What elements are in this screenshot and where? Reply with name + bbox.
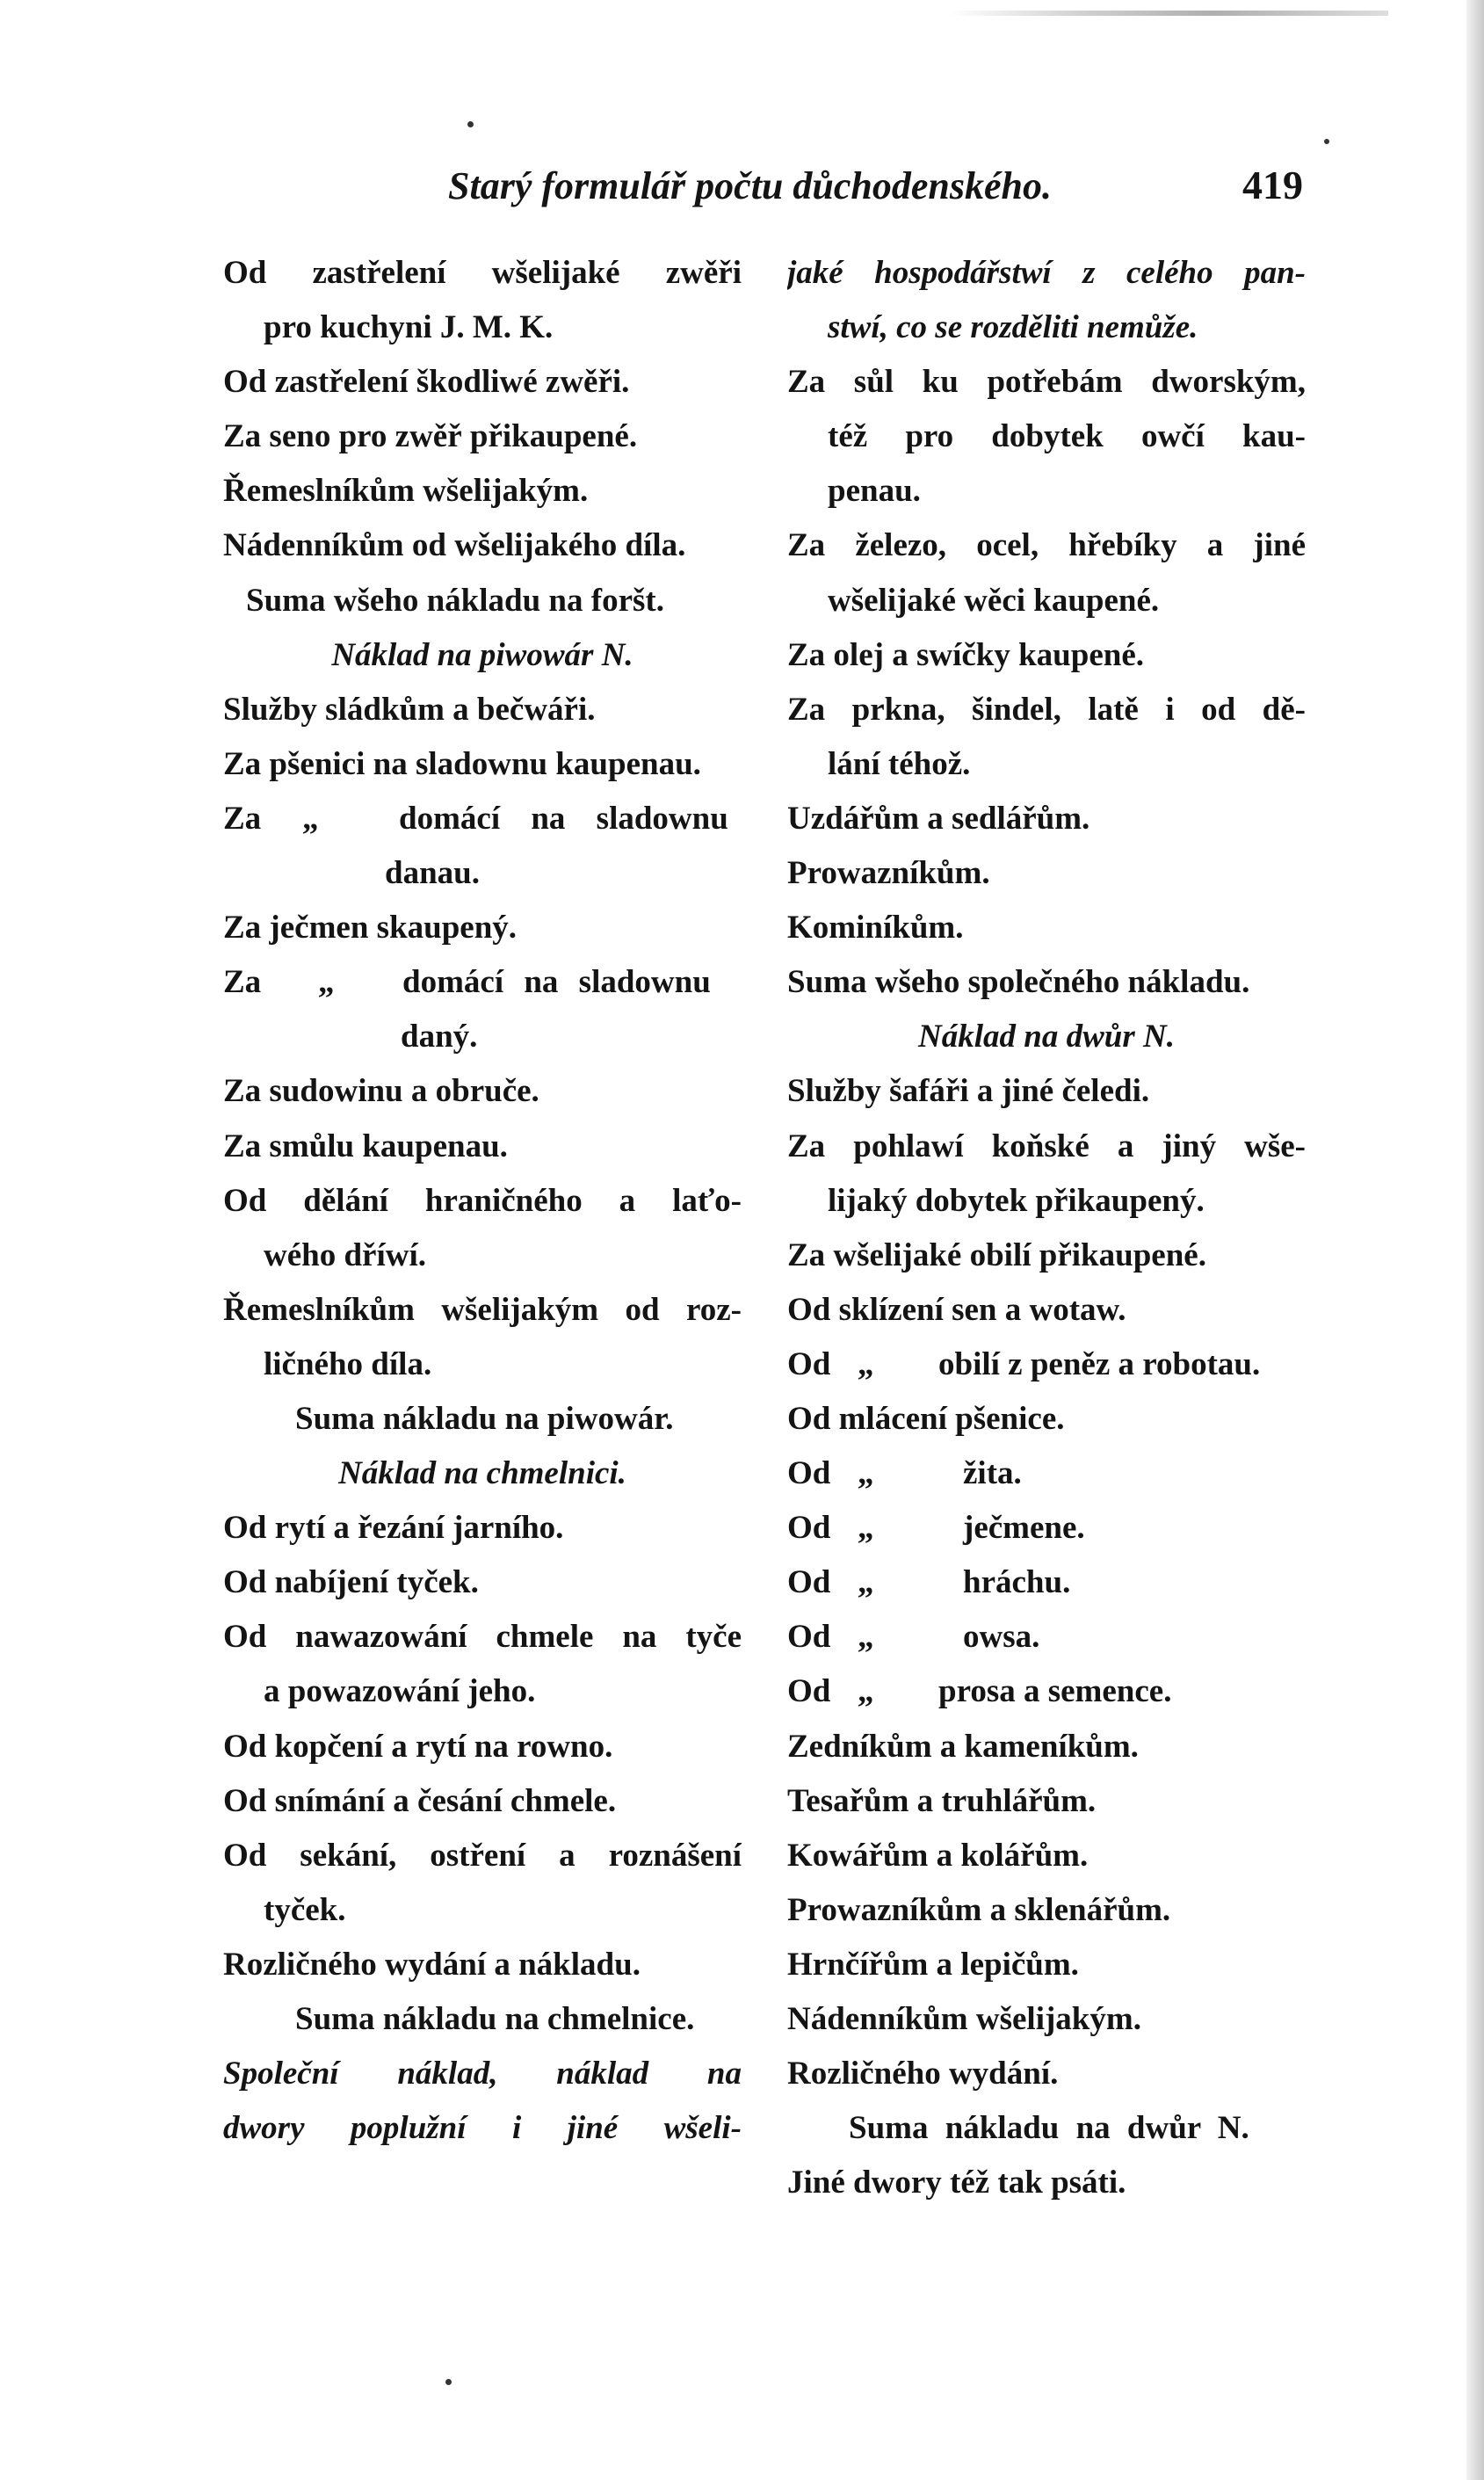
text-line: Služby šafáři a jiné čeledi. (787, 1073, 1150, 1110)
text-line: Od „ hráchu. (787, 1564, 1071, 1601)
sum-line: Suma wšeho nákladu na foršt. (246, 582, 664, 619)
text-line: Suma wšeho společného nákladu. (787, 964, 1250, 1001)
scan-speck (445, 2379, 452, 2385)
text-line: daný. (401, 1019, 478, 1055)
text-line: Nádenníkům wšelijakým. (787, 2001, 1141, 2037)
text-line: Od mlácení pšenice. (787, 1400, 1065, 1437)
text-line: Od rytí a řezání jarního. (223, 1510, 564, 1547)
text-line: tyček. (264, 1891, 346, 1928)
text-line: Služby sládkům a bečwáři. (223, 691, 596, 728)
sum-line: Suma nákladu na chmelnice. (295, 2001, 695, 2037)
text-line: lání téhož. (828, 745, 971, 782)
text-line: Od zastřelení wšelijaké zwěři (223, 255, 742, 291)
left-text-column (223, 246, 742, 2156)
scan-speck (467, 121, 474, 127)
text-line: lijaký dobytek přikaupený. (828, 1182, 1205, 1219)
text-line: Od sekání, ostření a roznášení (223, 1837, 742, 1874)
text-line: Od „ owsa. (787, 1619, 1040, 1656)
sum-line: Suma nákladu na piwowár. (295, 1400, 674, 1437)
page-edge-shadow (1466, 0, 1484, 2480)
text-line: Za ječmen skaupený. (223, 910, 518, 946)
text-line: Od „ obilí z peněz a robotau. (787, 1345, 1261, 1382)
text-line: Od kopčení a rytí na rowno. (223, 1728, 613, 1765)
section-heading: Náklad na piwowár N. (331, 636, 633, 673)
text-line: Za sůl ku potřebám dworským, (787, 364, 1306, 401)
text-line: též pro dobytek owčí kau- (828, 418, 1306, 455)
text-line: dwory poplužní i jiné wšeli- (223, 2110, 742, 2147)
text-line: Uzdářům a sedlářům. (787, 800, 1090, 837)
text-line: Od sklízení sen a wotaw. (787, 1291, 1126, 1328)
text-line: Společní náklad, náklad na (223, 2056, 742, 2092)
text-line: Od „ prosa a semence. (787, 1673, 1172, 1710)
text-line: Kowářům a kolářům. (787, 1837, 1089, 1874)
text-line: Za „ domácí na sladownu (223, 800, 728, 837)
section-heading: Náklad na chmelnici. (338, 1455, 626, 1492)
text-line: Od „ ječmene. (787, 1510, 1085, 1547)
text-line: wého dříwí. (264, 1236, 426, 1273)
section-heading: Náklad na dwůr N. (918, 1019, 1175, 1055)
text-line: Řemeslníkům wšelijakým od roz- (223, 1291, 742, 1328)
text-line: Hrnčířům a lepičům. (787, 1946, 1079, 1983)
running-title: Starý formulář počtu důchodenského. (448, 164, 1052, 207)
text-line: Prowazníkům. (787, 855, 990, 892)
text-line: Za smůlu kaupenau. (223, 1128, 508, 1164)
text-line: Od nabíjení tyček. (223, 1564, 479, 1601)
text-line: Řemeslníkům wšelijakým. (223, 473, 589, 510)
text-line: Kominíkům. (787, 910, 964, 946)
text-line: Za prkna, šindel, latě i od dě- (787, 691, 1306, 728)
text-line: Zedníkům a kameníkům. (787, 1728, 1139, 1765)
text-line: Za pšenici na sladownu kaupenau. (223, 745, 701, 782)
text-line: Za olej a swíčky kaupené. (787, 636, 1145, 673)
text-line: Za wšelijaké obilí přikaupené. (787, 1236, 1206, 1273)
text-line: Od dělání hraničného a laťo- (223, 1182, 742, 1219)
text-line: Za sudowinu a obruče. (223, 1073, 539, 1110)
text-line: penau. (828, 473, 921, 510)
text-line: danau. (385, 855, 480, 892)
text-line: Za seno pro zwěř přikaupené. (223, 418, 638, 455)
text-line: a powazowání jeho. (264, 1673, 536, 1710)
text-line: Rozličného wydání a nákladu. (223, 1946, 641, 1983)
sum-line: Suma nákladu na dwůr N. (849, 2110, 1249, 2147)
text-line: Za „ domácí na sladownu (223, 964, 711, 1001)
right-text-column (787, 246, 1306, 2210)
text-line: Jiné dwory též tak psáti. (787, 2165, 1126, 2201)
text-line: Nádenníkům od wšelijakého díla. (223, 527, 686, 564)
text-line: pro kuchyni J. M. K. (264, 309, 554, 346)
text-line: Rozličného wydání. (787, 2056, 1059, 2092)
text-line: ličného díla. (264, 1345, 432, 1382)
text-line: Tesařům a truhlářům. (787, 1782, 1097, 1819)
text-line: Od zastřelení škodliwé zwěři. (223, 364, 630, 401)
text-line: Od snímání a česání chmele. (223, 1782, 617, 1819)
text-line: Za pohlawí koňské a jiný wše- (787, 1128, 1306, 1164)
text-line: Od „ žita. (787, 1455, 1022, 1492)
text-line: Prowazníkům a sklenářům. (787, 1891, 1171, 1928)
top-scan-artifact (949, 11, 1388, 16)
text-line: wšelijaké wěci kaupené. (828, 582, 1160, 619)
page-number: 419 (1242, 163, 1303, 207)
scan-speck (1324, 139, 1329, 144)
text-line: Za železo, ocel, hřebíky a jiné (787, 527, 1306, 564)
text-line: Od nawazowání chmele na tyče (223, 1619, 742, 1656)
text-line: jaké hospodářstwí z celého pan- (787, 255, 1306, 291)
text-line: stwí, co se rozděliti nemůže. (828, 309, 1198, 346)
